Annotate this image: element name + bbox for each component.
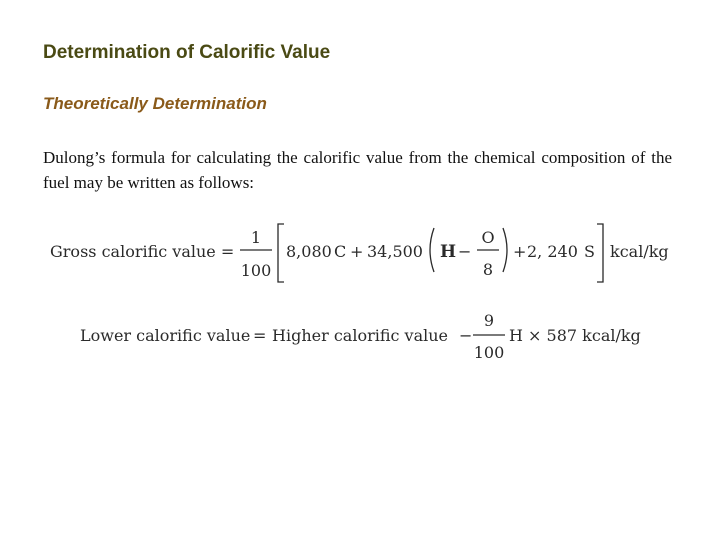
lower-formula [80, 311, 641, 362]
right-bracket [597, 224, 603, 282]
lower-frac-num: 9 [483, 311, 495, 330]
lower-frac-den: 100 [473, 343, 505, 362]
gross-lhs: Gross calorific value = [50, 242, 235, 261]
gross-term2: 34,500 [367, 242, 423, 261]
gross-term1: 8,080 [286, 242, 332, 261]
gross-frac-num: 1 [250, 228, 262, 247]
gross-o-num: O [481, 228, 495, 247]
gross-plus1: + [350, 242, 364, 261]
body-paragraph: Dulong’s formula for calculating the calorific value from the chemical composition of the fuel may be written as follows: [43, 148, 672, 192]
lower-minus: − [459, 326, 473, 345]
gross-s: S [584, 242, 595, 261]
gross-o-den: 8 [482, 260, 494, 279]
slide-subtitle: Theoretically Determination [43, 94, 267, 113]
left-paren [430, 228, 434, 272]
gross-frac-den: 100 [240, 261, 272, 280]
lower-eq: = [253, 326, 267, 345]
lower-rhs: Higher calorific value [272, 326, 449, 345]
gross-formula [50, 224, 669, 282]
lower-tail: H × 587 kcal/kg [509, 326, 641, 345]
lower-lhs: Lower calorific value [80, 326, 251, 345]
slide-title: Determination of Calorific Value [43, 42, 331, 63]
gross-plus2: + [513, 242, 527, 261]
right-paren [503, 228, 507, 272]
left-bracket [278, 224, 284, 282]
gross-minus: − [458, 242, 472, 261]
gross-term3: 2, 240 [527, 242, 578, 261]
gross-h: H [440, 242, 457, 262]
gross-c: C [334, 242, 347, 261]
gross-unit: kcal/kg [610, 242, 669, 261]
